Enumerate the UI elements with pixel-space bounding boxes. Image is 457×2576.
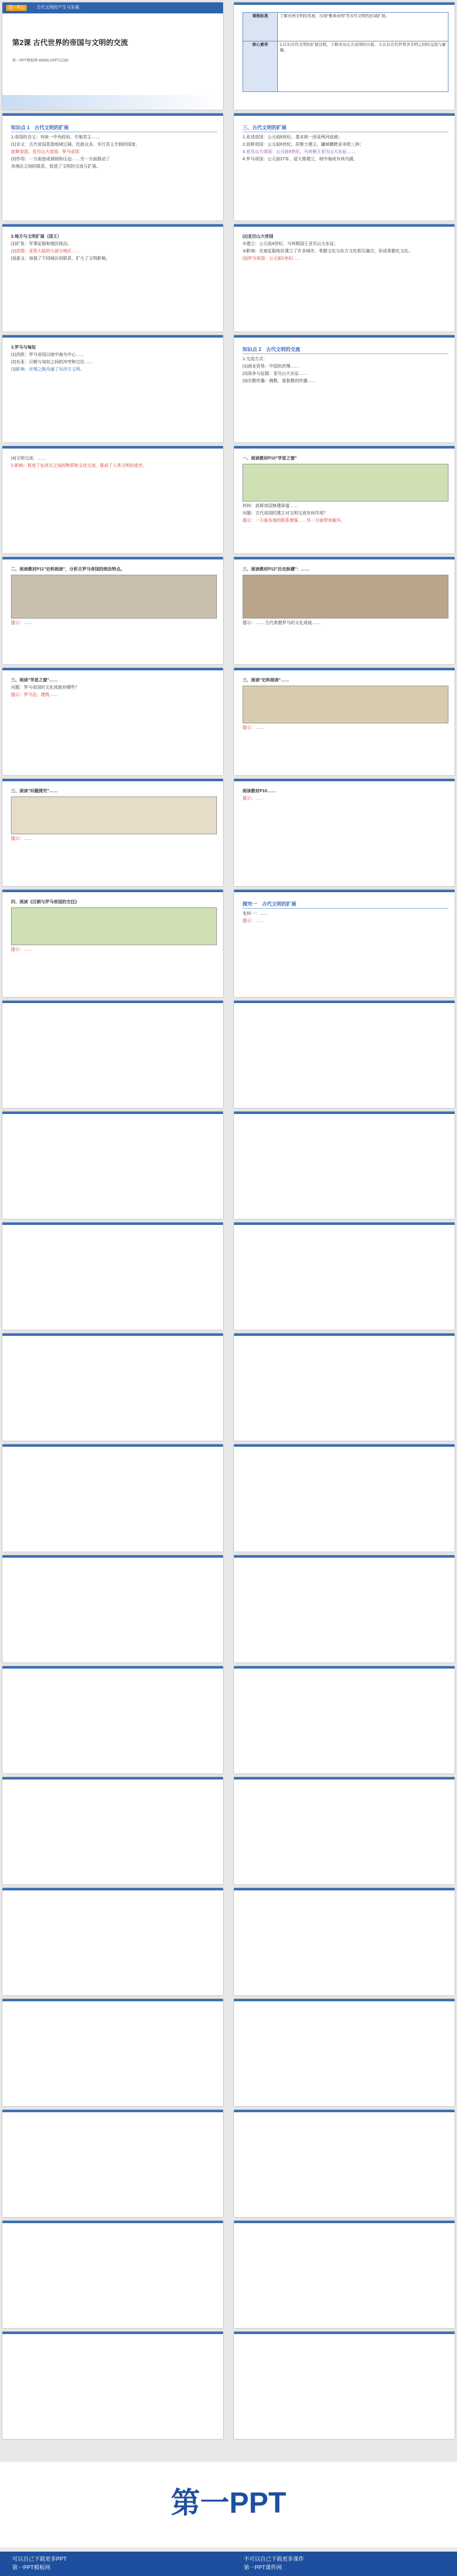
slide-placeholder	[2, 1777, 223, 1884]
slide-strip	[2, 446, 223, 449]
text-line: 提示：……	[11, 837, 32, 841]
slide-strip	[234, 1888, 455, 1890]
text-line: (3)罗马帝国：公元前1世纪……	[243, 257, 302, 261]
slide-strip	[2, 224, 223, 227]
slide-strip	[2, 1222, 223, 1225]
text-line: 三、阅读教材P12"历史纵横"：……	[243, 567, 310, 572]
artwork-image	[243, 575, 448, 619]
slide-placeholder	[234, 1666, 455, 1773]
text-line: 2.影响：促进了东西方之间的物质和文化交流，推动了人类文明的进步。	[11, 464, 147, 468]
table-row	[243, 41, 448, 92]
table-cell: 核心素养	[243, 41, 278, 92]
table-cell: 1.认识古代文明的扩展过程，了解亚历山大帝国的兴衰。 2.认识古代世界各文明之间的交流与碰撞。	[278, 41, 448, 92]
slide-strip	[234, 890, 455, 892]
slide-placeholder	[2, 1001, 223, 1108]
footer-left-line2: 第一PPT模板网	[12, 2564, 51, 2571]
lesson-title: 第2课 古代世界的帝国与文明的交流	[12, 38, 129, 47]
text-line: (2)东亚：汉朝与匈奴之间的冲突和交往……	[11, 360, 93, 364]
slide-strip	[2, 2221, 223, 2223]
text-line: (1)商业贸易：中国的丝绸……	[243, 364, 299, 369]
slide-body	[11, 678, 217, 769]
text-line: 三、阅读"学思之窗"……	[11, 678, 58, 683]
footer-right-line2: 第一PPT课件网	[244, 2564, 282, 2571]
slide-strip	[234, 2332, 455, 2334]
slide-placeholder	[2, 1333, 223, 1441]
text-line: 一、阅读教材P10"学思之窗"	[243, 456, 297, 461]
slide-body	[243, 345, 448, 436]
slide-placeholder	[234, 1001, 455, 1108]
slide-body	[243, 567, 448, 658]
slide-body	[243, 234, 448, 325]
slide-knowledge-2	[234, 113, 455, 221]
slide-strip	[234, 2110, 455, 2112]
footer-left-line1: 可以自己下载更多PPT	[12, 2556, 67, 2562]
slide-strip	[234, 113, 455, 116]
slide-placeholder	[234, 1777, 455, 1884]
slide-strip	[2, 1333, 223, 1336]
slide-strip	[2, 1444, 223, 1447]
text-line: 二、阅读教材P11"史料阅读"，分析古罗马帝国的统治特点。	[11, 567, 125, 572]
logo-text: 第一PPT	[171, 2487, 286, 2519]
text-line: (3)意义：加强了不同地区的联系，扩大了文明影响。	[11, 257, 110, 261]
slide-exchange-impact	[2, 446, 223, 553]
text-line: 提示：……	[243, 919, 264, 923]
site-text: 第一PPT模板网-WWW.1PPT.COM	[12, 59, 68, 63]
slide-placeholder	[234, 1112, 455, 1219]
slide-body	[243, 789, 448, 880]
text-line: (2)战争与征服：亚历山大东征……	[243, 372, 308, 376]
slide-strip	[234, 2, 455, 5]
slide-strip	[234, 1999, 455, 2001]
slide-strip	[2, 2110, 223, 2112]
text-line: 2.波斯帝国：公元前6世纪，居鲁士建立，疆域横跨亚非欧三洲；	[243, 143, 364, 147]
slide-reading-7	[234, 779, 455, 886]
slide-placeholder	[2, 1222, 223, 1330]
slide-strip	[2, 335, 223, 338]
text-line: (2)亚历山大帝国	[243, 235, 274, 239]
table-cell: 了解亚洲文明的发展，出现“雅典帝国”等古代文明的区域扩展。	[278, 13, 448, 41]
slide-strip	[234, 335, 455, 338]
cover-deco-wave	[2, 95, 223, 110]
text-line: (3)影响：丝绸之路沟通了东西方文明。	[11, 367, 85, 372]
text-line: (1)含义：古代帝国是指地域辽阔、民族众多、实行君主专制的国家。	[11, 143, 140, 147]
text-line: 提示：罗马法、建筑……	[11, 693, 58, 697]
slide-strip	[234, 1444, 455, 1447]
slide-reading-8	[2, 890, 223, 997]
slide-placeholder	[234, 1444, 455, 1552]
section-label: 知识点 1 古代文明的扩展	[11, 125, 217, 132]
slide-alexander	[234, 224, 455, 332]
slide-placeholder	[2, 1444, 223, 1552]
slide-placeholder	[2, 2110, 223, 2217]
text-line: 阅读教材P10……	[243, 789, 276, 793]
section-label: 知识点 2 古代文明的交流	[243, 347, 448, 354]
text-line: 1.亚述帝国：公元前8世纪，基本统一西亚两河流域；	[243, 135, 342, 140]
slide-strip	[2, 1888, 223, 1890]
slide-strip	[2, 890, 223, 892]
footer-right-line1: 不可以自己下载更多课件	[244, 2556, 305, 2562]
slide-strip	[2, 1112, 223, 1114]
map-image	[243, 464, 448, 502]
cover-banner	[2, 2, 223, 13]
slide-body	[11, 345, 217, 436]
text-line: 提示：…… 古代希腊罗马的文化成就……	[243, 621, 321, 625]
text-line: 问题：罗马帝国的文化成就有哪些？	[11, 686, 79, 690]
slide-strip	[234, 779, 455, 781]
slide-placeholder	[234, 1333, 455, 1441]
logo-banner	[0, 2462, 457, 2547]
slide-placeholder	[2, 1666, 223, 1773]
slide-placeholder	[234, 1888, 455, 1995]
text-line: (4)文明交流：……	[11, 456, 46, 461]
text-line: 各地区之间的联系，促进了文明的交流与扩展。	[11, 165, 101, 169]
slide-strip	[2, 668, 223, 670]
slide-placeholder	[234, 2110, 455, 2217]
slide-strip	[2, 1555, 223, 1558]
map-image	[11, 907, 217, 945]
text-line: 提示：……	[11, 948, 32, 952]
slide-placeholder	[2, 1555, 223, 1662]
photo-image	[243, 686, 448, 723]
slide-strip	[234, 1333, 455, 1336]
unit-title: 古代文明的产生与发展	[37, 5, 79, 10]
slide-strip	[234, 1001, 455, 1003]
slide-strip	[2, 1777, 223, 1779]
curriculum-table	[243, 12, 448, 92]
slide-strip	[234, 1777, 455, 1779]
slide-body	[11, 234, 217, 325]
section-label: 三、古代文明的扩展	[243, 125, 448, 132]
slide-strip	[234, 1666, 455, 1669]
slide-reading-2	[2, 557, 223, 664]
text-line: 1.交流方式：	[243, 357, 267, 361]
slide-strip	[234, 224, 455, 227]
slide-body	[11, 567, 217, 658]
slide-body	[243, 12, 448, 104]
text-line: (1)扩张：军事征服和殖民统治。	[11, 242, 72, 246]
unit-badge: 第一单元	[6, 5, 27, 11]
slide-inquiry-1	[234, 890, 455, 997]
slide-strip	[2, 557, 223, 559]
slide-placeholder	[2, 2221, 223, 2328]
text-line: ①建立：公元前4世纪，马其顿国王亚历山大东征；	[243, 242, 339, 246]
slide-body	[11, 123, 217, 215]
slide-curriculum	[234, 2, 455, 110]
slide-strip	[234, 668, 455, 670]
slide-body	[243, 899, 448, 991]
slide-strip	[2, 2332, 223, 2334]
slide-strip	[234, 1222, 455, 1225]
figures-image	[11, 797, 217, 834]
slide-strip	[234, 1112, 455, 1114]
slide-strip	[234, 1555, 455, 1558]
slide-body	[11, 789, 217, 880]
text-line: 3.罗马与匈奴	[11, 346, 36, 350]
slide-placeholder	[234, 1222, 455, 1330]
slide-placeholder	[2, 1888, 223, 1995]
footer-bar	[0, 2552, 457, 2576]
slide-rome-xiongnu	[2, 335, 223, 442]
slide-body	[243, 678, 448, 769]
text-line: 提示：……	[243, 726, 264, 730]
text-line: 提示：……	[243, 797, 264, 801]
slide-knowledge-1	[2, 113, 223, 221]
slide-reading-6	[2, 779, 223, 886]
slide-body	[11, 456, 217, 547]
text-line: 问题：古代帝国的建立对文明交流有何作用？	[243, 511, 328, 516]
text-line: 四、阅读《汉朝与罗马帝国的交往》	[11, 900, 79, 904]
highlight-text: 波斯帝国、亚历山大帝国、罗马帝国	[11, 150, 79, 154]
text-line: (2)作用：一方面造成剥削和压迫……另一方面推动了	[11, 157, 110, 161]
text-line: 提示：一方面各地的联系增强……另一方面带来破坏。	[243, 519, 345, 523]
slide-strip	[2, 1999, 223, 2001]
slide-reading-4	[2, 668, 223, 775]
text-line: (1)西欧：罗马帝国以地中海为中心……	[11, 353, 85, 357]
slide-placeholder	[2, 1999, 223, 2106]
text-line: (3)宗教传播：佛教、基督教的传播……	[243, 379, 316, 383]
text-line: 4.罗马帝国：公元前27年，屋大维建立，地中海成为其内湖。	[243, 157, 358, 161]
slide-strip	[2, 1001, 223, 1003]
text-line: 3.亚历山大帝国：公元前4世纪，马其顿王亚历山大东征……	[243, 150, 355, 154]
slide-reading-1	[234, 446, 455, 553]
slide-reading-3	[234, 557, 455, 664]
slide-placeholder	[234, 2221, 455, 2328]
slide-strip	[2, 1666, 223, 1669]
text-line: 史料一：……	[243, 912, 268, 916]
text-line: 提示：……	[11, 621, 32, 625]
slide-body	[243, 123, 448, 215]
slide-strip	[2, 779, 223, 781]
slide-exchange	[234, 335, 455, 442]
text-line: 三、阅读"问题探究"……	[11, 789, 58, 793]
slide-strip	[234, 446, 455, 449]
slide-cover	[2, 2, 223, 110]
text-line: 2.地方与文明扩展（国王）	[11, 235, 62, 239]
slide-strip	[2, 113, 223, 116]
slide-body	[243, 456, 448, 547]
table-cell: 课程标准	[243, 13, 278, 41]
slide-placeholder	[234, 2332, 455, 2439]
slide-strip	[234, 2221, 455, 2223]
text-line: 三、阅读"史料阅读"……	[243, 678, 289, 683]
text-line: 材料：波斯帝国修建驿道……	[243, 504, 298, 508]
text-line: (2)范围：亚欧大陆的大部分地区……	[11, 249, 80, 254]
slide-placeholder	[234, 1999, 455, 2106]
relief-image	[11, 575, 217, 619]
slide-reading-5	[234, 668, 455, 775]
slide-strip	[234, 557, 455, 559]
text-line: 1.帝国的含义：有统一中央政府、专制君主……	[11, 135, 100, 140]
section-label: 探究一 古代文明的扩展	[243, 901, 448, 909]
slide-body	[11, 899, 217, 991]
slide-expansion	[2, 224, 223, 332]
table-row	[243, 13, 448, 41]
slide-placeholder	[234, 1555, 455, 1662]
slide-placeholder	[2, 2332, 223, 2439]
slide-placeholder	[2, 1112, 223, 1219]
text-line: ②影响：在被征服地区建立了许多城市，希腊文化与东方文化相互融合，形成希腊化文化。	[243, 249, 413, 254]
